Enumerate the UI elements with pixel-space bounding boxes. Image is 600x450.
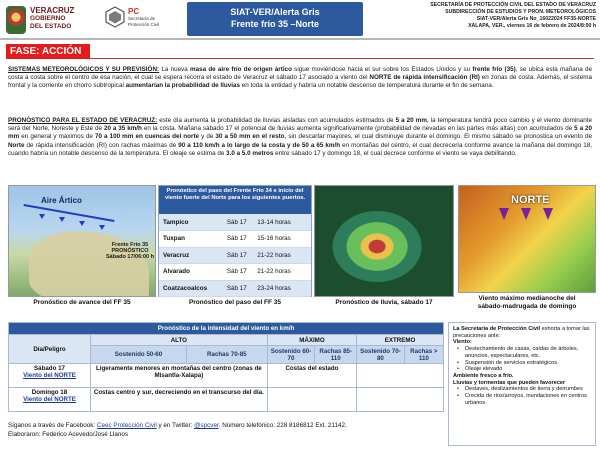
wind-arrow-icon [521,208,531,220]
list-item: • Deslaves, deslizamientos de tierra y derrumbes [453,386,591,393]
dept-line: SUBDIRECCIÓN DE ESTUDIOS Y PRON. METEOROLÓGICOS [445,9,596,15]
wind-arrow-icon [543,208,553,220]
front-advance-map [8,185,156,297]
header-divider [0,38,600,40]
ports-table [159,214,311,297]
viento-norte-link[interactable]: Viento del NORTE [23,372,76,379]
list-item: • Crecida de ríos/arroyos, inundaciones en centros urbanos. [453,393,591,406]
rain-forecast-map [314,185,454,297]
map-caption: Viento máximo medianoche del sábado-madrugada de domingo [477,295,577,310]
alert-title-line1: SIAT-VER/Alerta Gris [230,7,320,17]
table-caption: Pronóstico del paso del FF 35 [188,299,282,306]
viento-heading: Viento: [453,339,472,346]
veracruz-seal-icon [6,6,26,34]
day-cell: Sábado 17 Viento del NORTE [9,364,91,388]
front-passage-table [158,185,312,297]
cold-front-marker-icon [99,225,105,230]
paragraph-heading: SISTEMAS METEOROLÓGICOS Y SU PREVISIÓN: [8,66,160,73]
map-caption: Pronóstico de lluvia, sábado 17 [335,299,433,306]
phase-rule [90,58,594,59]
wind-arrow-icon [499,208,509,220]
lluvias-heading: Lluvias y tormentas que pueden favorecer [453,379,566,386]
viento-norte-link[interactable]: Viento del NORTE [23,396,76,403]
footer-authors: Elaboraron: Federico Acevedo/José Llanos [8,431,129,438]
day-cell: Domingo 18 Viento del NORTE [9,388,91,412]
map-caption: Pronóstico de avance del FF 35 [33,299,131,306]
arctic-air-label: Aire Ártico [41,196,82,205]
front-forecast-label: Frente Frío 35 PRONÓSTICO Sábado 17/06:00 h [106,242,154,260]
twitter-link[interactable]: @spcver [194,422,219,429]
table-row: Tampico Sáb 17 13-14 horas [159,214,311,231]
cold-front-marker-icon [59,217,65,222]
table-row: Alvarado Sáb 17 21-22 horas [159,264,311,281]
dept-line: SIAT-VER/Alerta Gris No_16022024 FF35-NORTE [476,16,596,22]
table-row: Sábado 17 Viento del NORTE Ligeramente menores en montañas del centro (zonas de Misantla-Xalapa) Costas del estado [9,364,444,388]
list-item: • Suspensión de servicios estratégicos. [453,360,591,367]
alert-title-line2: Frente frío 35 –Norte [230,19,320,29]
pc-logo-text: PC Secretaría de Protección Civil [128,7,160,27]
sub-header: Sostenido 50-60 [91,346,187,364]
list-item: • Oleaje elevado [453,366,591,373]
front-passage-header: Pronóstico del paso del Frente Frío 34 e inicio del viento fuerte del Norte para los siguientes puertos. [159,186,311,214]
mexico-landmass [29,231,149,297]
forecast-paragraph: PRONÓSTICO PARA EL ESTADO DE VERACRUZ: este día aumenta la probabilidad de lluvias aisladas con acumulados estimados de 5 a 20 mm, la temperatura tendrá poco cambio y el viento dominante será del Norte, Noreste y Este de 20 a 35 km/h en la costa. Mañana sábado 17 el potencial de lluvias aumenta significativamente (probabilidad de nevadas en las partes más altas) con acumulados de 5 a 20 mm en general y máximos de 70 a 100 mm en cuencas del norte y de 30 a 50 mm en el resto, sin descartar mayores, el cual disminuye durante el domingo. El mismo sábado se pronostica un evento de Norte de rápida intensificación (RI) con rachas máximas de 90 a 110 km/h a lo largo de la costa y de 50 a 65 km/h en montañas del centro, el cual decrecería conforme avance la mañana del domingo 18, cuando habría un notable descenso de la temperatura. El oleaje se estima de 3.0 a 5.0 metros entre sábado 17 y domingo 18, el cual decrece conforme el viento se vaya debilitando. [8,117,593,157]
list-item: • Destechamiento de casas, caídas de árboles, anuncios, espectaculares, etc. [453,346,591,359]
ambiente-text: Ambiente fresco a frío. [453,372,514,379]
footer-contact: Síganos a través de Facebook: Ceec Protección Civil y en Twitter: @spcver. Número telefónico: 228 8186812 Ext. 21142. [8,422,347,429]
table-row: Veracruz Sáb 17 21-22 horas [159,247,311,264]
phase-badge: FASE: ACCIÓN [6,44,90,59]
proteccion-civil-logo [104,4,166,36]
viento-list [453,346,591,373]
level-alto: ALTO [91,335,268,346]
facebook-link[interactable]: Ceec Protección Civil [96,422,157,429]
meteorological-systems-paragraph: SISTEMAS METEOROLÓGICOS Y SU PREVISIÓN: La nueva masa de aire frío de origen ártico sigue moviéndose hacia el sur sobre los Estados Unidos y su frente frío (35), se ubica esta mañana de costa a costa sobre el centro de esa nación, el cual se espera recorra el estado de Veracruz el sábado 17 asociado a viento del NORTE de rápida intensificación (RI) en zonas de costa. Además, el sistema frontal y la corriente en chorro subtropical aumentarían la probabilidad de lluvias en toda la entidad y habría un notable descenso de temperatura durante el fin de semana. [8,66,593,90]
sub-header: Rachas 70-85 [186,346,267,364]
level-maximo: MÁXIMO [267,335,356,346]
dept-line: SECRETARÍA DE PROTECCIÓN CIVIL DEL ESTADO DE VERACRUZ [430,2,596,8]
pc-hexagon-icon [104,6,126,28]
table-row: Tuxpan Sáb 17 15-16 horas [159,231,311,248]
sub-header: Rachas 85-110 [315,346,357,364]
day-hazard-header: Día/Peligro [9,335,91,364]
recommendations-box [448,322,596,446]
cold-front-marker-icon [79,221,85,226]
cold-front-line [24,204,115,222]
max-wind-map [458,185,596,293]
table-row: Domingo 18 Viento del NORTE Costas centro y sur, decreciendo en el transcurso del día. [9,388,444,412]
department-info [374,2,596,30]
wind-intensity-table [8,322,444,412]
alert-title [187,2,363,36]
sub-header: Sostenido 70-80 [357,346,405,364]
dept-line: XALAPA, VER., viernes 16 de febrero de 2024/8:00 h [468,23,596,29]
recommendations-intro: La Secretaría de Protección Civil exhorta a tomar las precauciones ante: [453,326,590,339]
norte-label: NORTE [511,194,550,206]
sub-header: Rachas > 110 [404,346,443,364]
table-row: Coatzacoalcos Sáb 17 23-24 horas [159,280,311,297]
veracruz-logo-text: VERACRUZ GOBIERNO DEL ESTADO [30,6,75,30]
cold-front-marker-icon [39,214,45,219]
intensity-title: Pronóstico de la intensidad del viento en km/h [9,323,444,335]
lluvias-list [453,386,591,406]
footer [8,421,444,439]
sub-header: Sostenido 60-70 [267,346,315,364]
veracruz-logo [6,4,98,36]
paragraph-heading: PRONÓSTICO PARA EL ESTADO DE VERACRUZ: [8,117,158,124]
level-extremo: EXTREMO [357,335,444,346]
header [0,0,600,38]
